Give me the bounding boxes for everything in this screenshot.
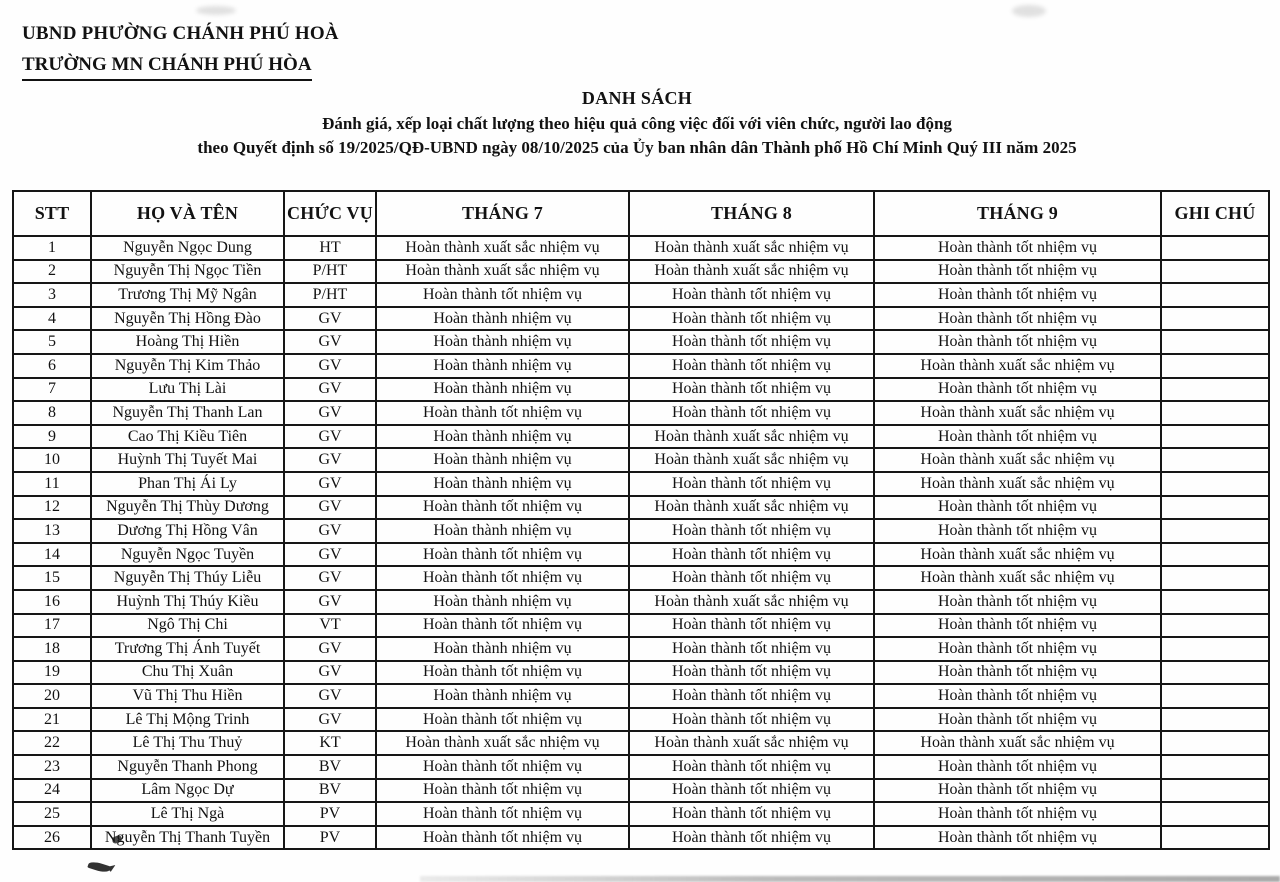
cell-thang7: Hoàn thành tốt nhiệm vụ (376, 755, 629, 779)
cell-thang9: Hoàn thành tốt nhiệm vụ (874, 307, 1161, 331)
cell-position: HT (284, 236, 376, 260)
cell-thang8: Hoàn thành tốt nhiệm vụ (629, 661, 874, 685)
table-row (13, 708, 1269, 732)
document-subtitle-1: Đánh giá, xếp loại chất lượng theo hiệu quả công việc đối với viên chức, người lao động (322, 113, 952, 133)
cell-thang9: Hoàn thành tốt nhiệm vụ (874, 590, 1161, 614)
cell-thang7: Hoàn thành nhiệm vụ (376, 378, 629, 402)
cell-name: Phan Thị Ái Ly (91, 472, 284, 496)
cell-thang7: Hoàn thành nhiệm vụ (376, 425, 629, 449)
cell-position: GV (284, 543, 376, 567)
evaluation-table (12, 190, 1270, 850)
cell-ghichu (1161, 519, 1269, 543)
cell-thang9: Hoàn thành xuất sắc nhiệm vụ (874, 401, 1161, 425)
cell-ghichu (1161, 614, 1269, 638)
cell-name: Nguyễn Thị Thanh Lan (91, 401, 284, 425)
table-row (13, 755, 1269, 779)
cell-thang9: Hoàn thành tốt nhiệm vụ (874, 425, 1161, 449)
cell-position: GV (284, 401, 376, 425)
cell-stt: 19 (13, 661, 91, 685)
cell-thang9: Hoàn thành tốt nhiệm vụ (874, 661, 1161, 685)
cell-position: PV (284, 826, 376, 850)
cell-position: GV (284, 684, 376, 708)
cell-thang7: Hoàn thành xuất sắc nhiệm vụ (376, 731, 629, 755)
cell-position: PV (284, 802, 376, 826)
cell-thang7: Hoàn thành xuất sắc nhiệm vụ (376, 260, 629, 284)
header-thang7: THÁNG 7 (376, 191, 629, 236)
cell-position: BV (284, 755, 376, 779)
scan-edge-shadow (420, 876, 1280, 882)
cell-ghichu (1161, 472, 1269, 496)
table-row (13, 425, 1269, 449)
cell-thang8: Hoàn thành tốt nhiệm vụ (629, 330, 874, 354)
cell-stt: 10 (13, 448, 91, 472)
cell-thang7: Hoàn thành tốt nhiệm vụ (376, 283, 629, 307)
cell-thang9: Hoàn thành tốt nhiệm vụ (874, 260, 1161, 284)
header-stt: STT (13, 191, 91, 236)
cell-stt: 24 (13, 779, 91, 803)
cell-thang9: Hoàn thành xuất sắc nhiệm vụ (874, 731, 1161, 755)
cell-stt: 22 (13, 731, 91, 755)
cell-thang8: Hoàn thành tốt nhiệm vụ (629, 401, 874, 425)
cell-stt: 3 (13, 283, 91, 307)
header-thang8: THÁNG 8 (629, 191, 874, 236)
cell-thang8: Hoàn thành tốt nhiệm vụ (629, 519, 874, 543)
cell-thang7: Hoàn thành tốt nhiệm vụ (376, 802, 629, 826)
table-row (13, 472, 1269, 496)
cell-thang7: Hoàn thành nhiệm vụ (376, 330, 629, 354)
cell-position: P/HT (284, 260, 376, 284)
cell-thang9: Hoàn thành xuất sắc nhiệm vụ (874, 543, 1161, 567)
cell-stt: 2 (13, 260, 91, 284)
cell-name: Huỳnh Thị Thúy Kiều (91, 590, 284, 614)
cell-position: GV (284, 519, 376, 543)
cell-ghichu (1161, 543, 1269, 567)
cell-ghichu (1161, 307, 1269, 331)
cell-name: Lê Thị Mộng Trinh (91, 708, 284, 732)
cell-thang8: Hoàn thành xuất sắc nhiệm vụ (629, 236, 874, 260)
cell-stt: 4 (13, 307, 91, 331)
cell-position: GV (284, 425, 376, 449)
cell-position: GV (284, 307, 376, 331)
cell-position: GV (284, 354, 376, 378)
table-row (13, 684, 1269, 708)
scan-smudge (196, 6, 236, 15)
cell-stt: 20 (13, 684, 91, 708)
cell-thang9: Hoàn thành xuất sắc nhiệm vụ (874, 354, 1161, 378)
cell-thang7: Hoàn thành tốt nhiệm vụ (376, 496, 629, 520)
cell-stt: 23 (13, 755, 91, 779)
table-row (13, 260, 1269, 284)
cell-thang9: Hoàn thành tốt nhiệm vụ (874, 826, 1161, 850)
cell-name: Nguyễn Thanh Phong (91, 755, 284, 779)
cell-thang9: Hoàn thành tốt nhiệm vụ (874, 330, 1161, 354)
cell-position: GV (284, 637, 376, 661)
cell-stt: 14 (13, 543, 91, 567)
cell-stt: 9 (13, 425, 91, 449)
cell-name: Nguyễn Ngọc Tuyền (91, 543, 284, 567)
header-name: HỌ VÀ TÊN (91, 191, 284, 236)
cell-position: GV (284, 448, 376, 472)
cell-ghichu (1161, 401, 1269, 425)
cell-ghichu (1161, 354, 1269, 378)
table-row (13, 519, 1269, 543)
cell-thang8: Hoàn thành tốt nhiệm vụ (629, 779, 874, 803)
cell-name: Huỳnh Thị Tuyết Mai (91, 448, 284, 472)
cell-thang7: Hoàn thành nhiệm vụ (376, 307, 629, 331)
cell-stt: 1 (13, 236, 91, 260)
cell-stt: 11 (13, 472, 91, 496)
cell-thang8: Hoàn thành tốt nhiệm vụ (629, 378, 874, 402)
cell-thang9: Hoàn thành tốt nhiệm vụ (874, 779, 1161, 803)
cell-ghichu (1161, 496, 1269, 520)
cell-ghichu (1161, 637, 1269, 661)
cell-name: Nguyễn Thị Kim Thảo (91, 354, 284, 378)
document-subtitle-2: theo Quyết định số 19/2025/QĐ-UBND ngày 08/10/2025 của Ủy ban nhân dân Thành phố Hồ Chí Minh Quý III năm 2025 (197, 137, 1077, 157)
table-row (13, 614, 1269, 638)
table-row (13, 779, 1269, 803)
cell-name: Vũ Thị Thu Hiền (91, 684, 284, 708)
table-row (13, 354, 1269, 378)
cell-position: GV (284, 661, 376, 685)
cell-ghichu (1161, 779, 1269, 803)
cell-stt: 26 (13, 826, 91, 850)
cell-thang7: Hoàn thành tốt nhiệm vụ (376, 401, 629, 425)
cell-name: Lê Thị Thu Thuỷ (91, 731, 284, 755)
cell-position: GV (284, 330, 376, 354)
cell-ghichu (1161, 661, 1269, 685)
cell-thang9: Hoàn thành tốt nhiệm vụ (874, 802, 1161, 826)
cell-ghichu (1161, 425, 1269, 449)
cell-position: KT (284, 731, 376, 755)
cell-thang9: Hoàn thành tốt nhiệm vụ (874, 236, 1161, 260)
cell-thang7: Hoàn thành nhiệm vụ (376, 590, 629, 614)
cell-name: Nguyễn Thị Ngọc Tiền (91, 260, 284, 284)
cell-position: GV (284, 590, 376, 614)
cell-thang7: Hoàn thành nhiệm vụ (376, 684, 629, 708)
cell-name: Dương Thị Hồng Vân (91, 519, 284, 543)
cell-thang8: Hoàn thành tốt nhiệm vụ (629, 684, 874, 708)
cell-thang7: Hoàn thành nhiệm vụ (376, 354, 629, 378)
cell-stt: 17 (13, 614, 91, 638)
cell-thang8: Hoàn thành xuất sắc nhiệm vụ (629, 731, 874, 755)
cell-position: P/HT (284, 283, 376, 307)
cell-thang7: Hoàn thành nhiệm vụ (376, 519, 629, 543)
document-title: DANH SÁCH (581, 88, 693, 108)
pen-mark (87, 860, 110, 874)
cell-ghichu (1161, 260, 1269, 284)
cell-thang7: Hoàn thành tốt nhiệm vụ (376, 661, 629, 685)
cell-ghichu (1161, 731, 1269, 755)
cell-thang8: Hoàn thành tốt nhiệm vụ (629, 472, 874, 496)
cell-name: Nguyễn Thị Thúy Liễu (91, 566, 284, 590)
cell-stt: 5 (13, 330, 91, 354)
cell-stt: 16 (13, 590, 91, 614)
cell-thang8: Hoàn thành tốt nhiệm vụ (629, 802, 874, 826)
cell-position: GV (284, 566, 376, 590)
cell-stt: 8 (13, 401, 91, 425)
cell-thang7: Hoàn thành tốt nhiệm vụ (376, 708, 629, 732)
table-row (13, 378, 1269, 402)
cell-ghichu (1161, 283, 1269, 307)
table-row (13, 496, 1269, 520)
cell-thang8: Hoàn thành tốt nhiệm vụ (629, 283, 874, 307)
cell-thang7: Hoàn thành tốt nhiệm vụ (376, 826, 629, 850)
cell-name: Hoàng Thị Hiền (91, 330, 284, 354)
cell-stt: 13 (13, 519, 91, 543)
cell-thang8: Hoàn thành tốt nhiệm vụ (629, 614, 874, 638)
cell-name: Lê Thị Ngà (91, 802, 284, 826)
cell-thang9: Hoàn thành tốt nhiệm vụ (874, 519, 1161, 543)
cell-thang7: Hoàn thành tốt nhiệm vụ (376, 614, 629, 638)
cell-thang7: Hoàn thành nhiệm vụ (376, 637, 629, 661)
table-row (13, 283, 1269, 307)
cell-thang7: Hoàn thành nhiệm vụ (376, 448, 629, 472)
cell-position: GV (284, 708, 376, 732)
table-row (13, 826, 1269, 850)
cell-name: Nguyễn Thị Thanh Tuyền (91, 826, 284, 850)
table-row (13, 731, 1269, 755)
cell-thang7: Hoàn thành tốt nhiệm vụ (376, 779, 629, 803)
cell-thang8: Hoàn thành tốt nhiệm vụ (629, 566, 874, 590)
cell-thang9: Hoàn thành xuất sắc nhiệm vụ (874, 472, 1161, 496)
org-name-school: TRƯỜNG MN CHÁNH PHÚ HÒA (22, 51, 312, 82)
cell-thang9: Hoàn thành tốt nhiệm vụ (874, 614, 1161, 638)
table-row (13, 637, 1269, 661)
cell-thang8: Hoàn thành tốt nhiệm vụ (629, 543, 874, 567)
cell-thang7: Hoàn thành tốt nhiệm vụ (376, 543, 629, 567)
table-row (13, 802, 1269, 826)
cell-thang9: Hoàn thành tốt nhiệm vụ (874, 283, 1161, 307)
cell-thang9: Hoàn thành xuất sắc nhiệm vụ (874, 566, 1161, 590)
document-title-block (0, 86, 1274, 160)
cell-stt: 12 (13, 496, 91, 520)
header-thang9: THÁNG 9 (874, 191, 1161, 236)
cell-thang8: Hoàn thành tốt nhiệm vụ (629, 307, 874, 331)
cell-thang8: Hoàn thành tốt nhiệm vụ (629, 708, 874, 732)
cell-ghichu (1161, 755, 1269, 779)
cell-thang8: Hoàn thành xuất sắc nhiệm vụ (629, 496, 874, 520)
cell-position: GV (284, 378, 376, 402)
cell-ghichu (1161, 330, 1269, 354)
cell-name: Lưu Thị Lài (91, 378, 284, 402)
table-row (13, 543, 1269, 567)
table-row (13, 307, 1269, 331)
scan-smudge (1012, 5, 1046, 17)
cell-thang8: Hoàn thành tốt nhiệm vụ (629, 637, 874, 661)
cell-name: Trương Thị Mỹ Ngân (91, 283, 284, 307)
cell-thang8: Hoàn thành xuất sắc nhiệm vụ (629, 590, 874, 614)
cell-ghichu (1161, 802, 1269, 826)
cell-thang8: Hoàn thành tốt nhiệm vụ (629, 826, 874, 850)
cell-name: Trương Thị Ánh Tuyết (91, 637, 284, 661)
cell-ghichu (1161, 448, 1269, 472)
cell-thang7: Hoàn thành xuất sắc nhiệm vụ (376, 236, 629, 260)
cell-name: Chu Thị Xuân (91, 661, 284, 685)
cell-thang8: Hoàn thành xuất sắc nhiệm vụ (629, 260, 874, 284)
header-ghichu: GHI CHÚ (1161, 191, 1269, 236)
cell-ghichu (1161, 826, 1269, 850)
table-row (13, 236, 1269, 260)
table-row (13, 330, 1269, 354)
table-row (13, 661, 1269, 685)
cell-stt: 7 (13, 378, 91, 402)
cell-name: Nguyễn Thị Thùy Dương (91, 496, 284, 520)
cell-ghichu (1161, 236, 1269, 260)
cell-name: Lâm Ngọc Dự (91, 779, 284, 803)
cell-stt: 6 (13, 354, 91, 378)
cell-thang9: Hoàn thành tốt nhiệm vụ (874, 684, 1161, 708)
cell-thang9: Hoàn thành tốt nhiệm vụ (874, 755, 1161, 779)
cell-thang9: Hoàn thành tốt nhiệm vụ (874, 637, 1161, 661)
letterhead (22, 20, 339, 81)
cell-thang8: Hoàn thành xuất sắc nhiệm vụ (629, 448, 874, 472)
cell-thang7: Hoàn thành tốt nhiệm vụ (376, 566, 629, 590)
table-row (13, 448, 1269, 472)
table-row (13, 590, 1269, 614)
cell-ghichu (1161, 378, 1269, 402)
table-row (13, 566, 1269, 590)
org-name-parent: UBND PHƯỜNG CHÁNH PHÚ HOÀ (22, 23, 339, 44)
cell-name: Nguyễn Thị Hồng Đào (91, 307, 284, 331)
cell-ghichu (1161, 708, 1269, 732)
cell-thang9: Hoàn thành tốt nhiệm vụ (874, 708, 1161, 732)
table-row (13, 401, 1269, 425)
header-position: CHỨC VỤ (284, 191, 376, 236)
cell-thang7: Hoàn thành nhiệm vụ (376, 472, 629, 496)
cell-thang9: Hoàn thành tốt nhiệm vụ (874, 496, 1161, 520)
cell-ghichu (1161, 590, 1269, 614)
cell-thang8: Hoàn thành tốt nhiệm vụ (629, 354, 874, 378)
cell-name: Cao Thị Kiều Tiên (91, 425, 284, 449)
cell-thang9: Hoàn thành tốt nhiệm vụ (874, 378, 1161, 402)
cell-thang9: Hoàn thành xuất sắc nhiệm vụ (874, 448, 1161, 472)
cell-stt: 18 (13, 637, 91, 661)
cell-stt: 21 (13, 708, 91, 732)
cell-position: GV (284, 496, 376, 520)
table-header-row (13, 191, 1269, 236)
cell-ghichu (1161, 684, 1269, 708)
cell-position: GV (284, 472, 376, 496)
cell-ghichu (1161, 566, 1269, 590)
cell-stt: 15 (13, 566, 91, 590)
cell-position: BV (284, 779, 376, 803)
cell-thang8: Hoàn thành tốt nhiệm vụ (629, 755, 874, 779)
cell-name: Ngô Thị Chi (91, 614, 284, 638)
cell-position: VT (284, 614, 376, 638)
cell-stt: 25 (13, 802, 91, 826)
cell-thang8: Hoàn thành xuất sắc nhiệm vụ (629, 425, 874, 449)
cell-name: Nguyễn Ngọc Dung (91, 236, 284, 260)
